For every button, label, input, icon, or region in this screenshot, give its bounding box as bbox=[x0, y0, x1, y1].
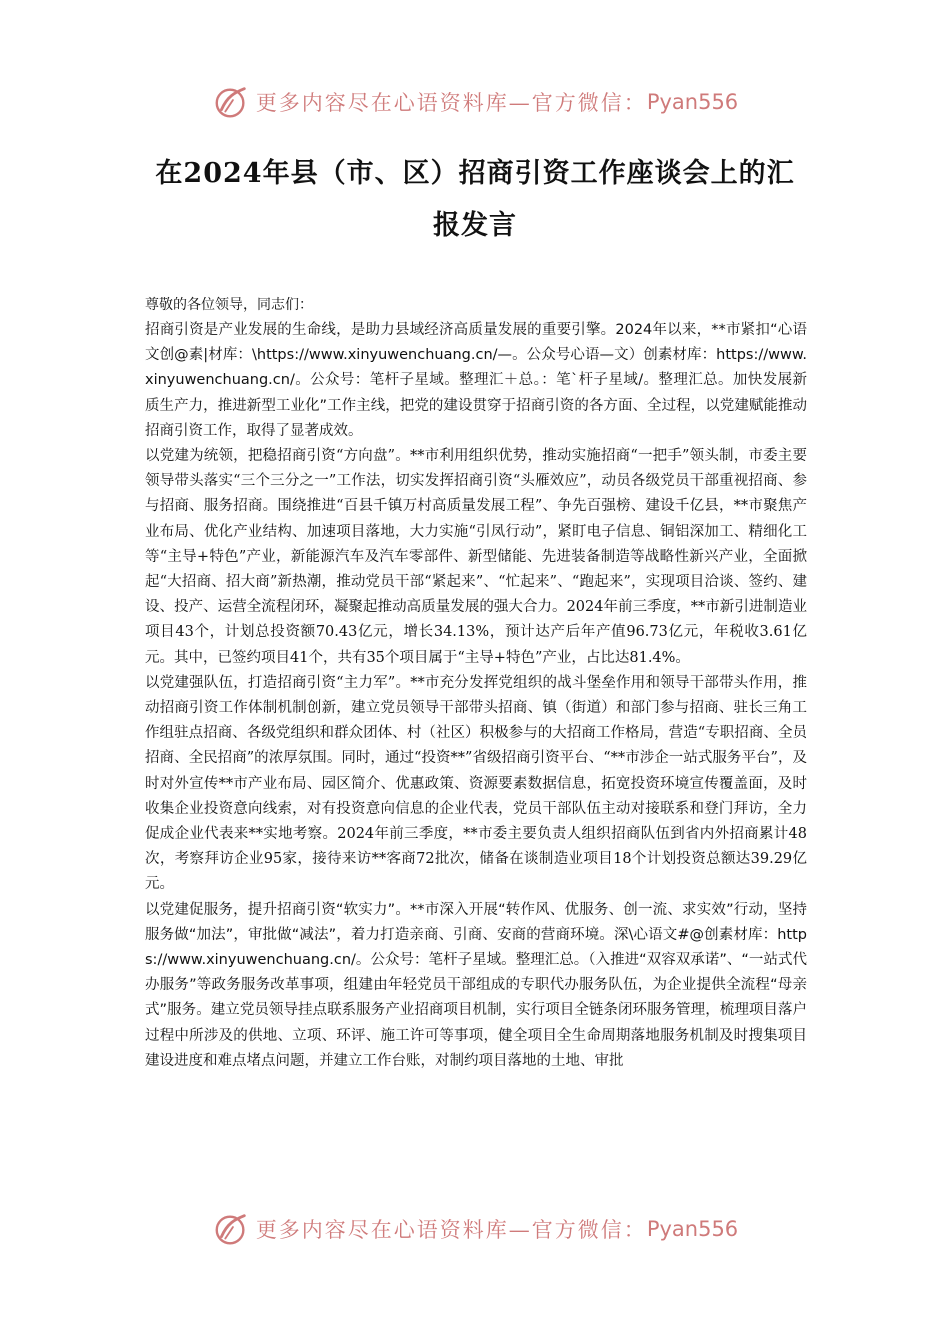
xinyu-logo-icon bbox=[212, 83, 250, 121]
salutation: 尊敬的各位领导，同志们： bbox=[145, 297, 313, 313]
banner-brand: Pyan556 bbox=[646, 1217, 739, 1241]
banner-text: 更多内容尽在心语资料库—官方微信： bbox=[255, 1218, 647, 1242]
banner-text: 更多内容尽在心语资料库—官方微信： bbox=[255, 91, 647, 115]
document-body bbox=[145, 293, 807, 1074]
paragraph-direction: 以党建为统领，把稳招商引资“方向盘”。**市利用组织优势，推动实施招商“一把手”领头制，市委主要领导带头落实“三个三分之一”工作法，切实发挥招商引资“头雁效应”，动员各级党员干部重视招商、参与招商、服务招商。围绕推进“百县千镇万村高质量发展工程”、争先百强榜、建设千亿县，**市聚焦产业布局、优化产业结构、加速项目落地，大力实施“引凤行动”，紧盯电子信息、铜铝深加工、精细化工等“主导+特色”产业，新能源汽车及汽车零部件、新型储能、先进装备制造等战略性新兴产业，全面掀起“大招商、招大商”新热潮，推动党员干部“紧起来”、“忙起来”、“跑起来”，实现项目洽谈、签约、建设、投产、运营全流程闭环，凝聚起推动高质量发展的强大合力。2024年前三季度，**市新引进制造业项目43个，计划总投资额70.43亿元，增长34.13%，预计达产后年产值96.73亿元，年税收3.61亿元。其中，已签约项目41个，共有35个项目属于“主导+特色”产业，占比达81.4%。 bbox=[145, 448, 807, 666]
paragraph-service: 以党建促服务，提升招商引资“软实力”。**市深入开展“转作风、优服务、创一流、求实效”行动，坚持服务做“加法”，审批做“减法”，着力打造亲商、引商、安商的营商环境。深\心语文#@创素材库：https://www.xinyuwenchuang.cn/。公众号：笔杆子星域。整理汇总。（入推进“双容双承诺”、“一站式代办服务”等政务服务改革事项，组建由年轻党员干部组成的专职代办服务队伍，为企业提供全流程“母亲式”服务。建立党员领导挂点联系服务产业招商项目机制，实行项目全链条闭环服务管理，梳理项目落户过程中所涉及的供地、立项、环评、施工许可等事项，健全项目全生命周期落地服务机制及时搜集项目建设进度和难点堵点问题，并建立工作台账，对制约项目落地的土地、审批 bbox=[145, 901, 807, 1069]
paragraph-team: 以党建强队伍，打造招商引资“主力军”。**市充分发挥党组织的战斗堡垒作用和领导干部带头作用，推动招商引资工作体制机制创新，建立党员领导干部带头招商、镇（街道）和部门参与招商、驻长三角工作组驻点招商、各级党组织和群众团体、村（社区）积极参与的大招商工作格局，营造“专职招商、全员招商、全民招商”的浓厚氛围。同时，通过“投资**”省级招商引资平台、“**市涉企一站式服务平台”，及时对外宣传**市产业布局、园区简介、优惠政策、资源要素数据信息，拓宽投资环境宣传覆盖面，及时收集企业投资意向线索，对有投资意向信息的企业代表，党员干部队伍主动对接联系和登门拜访，全力促成企业代表来**实地考察。2024年前三季度，**市委主要负责人组织招商队伍到省内外招商累计48次，考察拜访企业95家，接待来访**客商72批次，储备在谈制造业项目18个计划投资总额达39.29亿元。 bbox=[145, 674, 807, 893]
document-title: 在2024年县（市、区）招商引资工作座谈会上的汇报发言 bbox=[155, 158, 795, 241]
xinyu-logo-icon bbox=[212, 1210, 250, 1248]
paragraph-intro: 招商引资是产业发展的生命线，是助力县域经济高质量发展的重要引擎。2024年以来，**市紧扣“心语文创@素|材库：\https://www.xinyuwenchuang.cn/—。公众号心语—文）创素材库：https://www.xinyuwenchuang.cn/。公众号：笔杆子星域。整理汇＋总。：笔`杆子星域/。整理汇总。加快发展新质生产力，推进新型工业化”工作主线，把党的建设贯穿于招商引资的各方面、全过程，以党建赋能推动招商引资工作，取得了显著成效。 bbox=[145, 322, 807, 439]
footer-watermark-banner bbox=[0, 1205, 950, 1253]
header-watermark-banner bbox=[0, 78, 950, 126]
banner-brand: Pyan556 bbox=[646, 90, 739, 114]
